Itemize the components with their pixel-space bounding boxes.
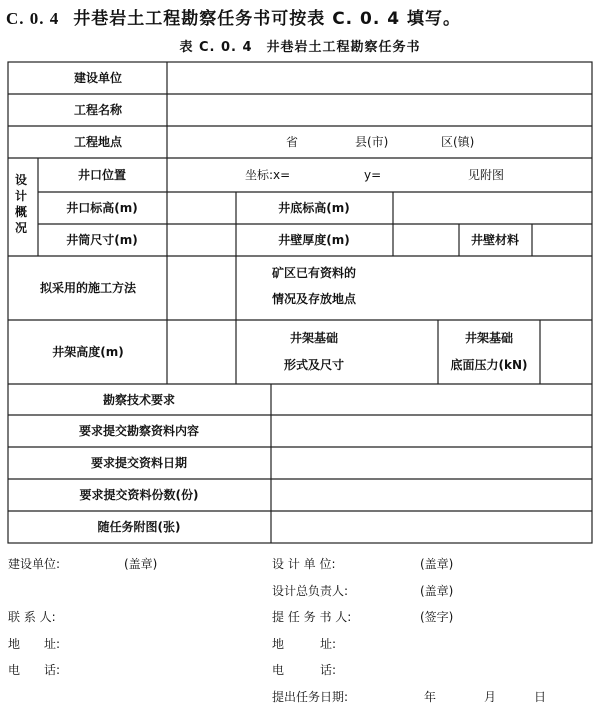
label-required-date: 要求提交资料日期 — [90, 456, 188, 470]
location-county: 县(市) — [355, 135, 389, 149]
table-title: 井巷岩土工程勘察任务书 — [266, 40, 421, 55]
see-attached: 见附图 — [468, 168, 505, 182]
label-tech-requirements: 勘察技术要求 — [102, 393, 176, 407]
label-collar-elevation: 井口标高(m) — [66, 201, 138, 215]
location-province: 省 — [286, 135, 299, 149]
label-headframe-height: 井架高度(m) — [52, 345, 124, 359]
label-wall-thickness: 井壁厚度(m) — [278, 233, 350, 247]
label-project-location: 工程地点 — [73, 135, 123, 149]
sig-issuer-sign: (签字) — [420, 610, 454, 624]
sig-month: 月 — [484, 690, 497, 704]
sig-issuer: 提 任 务 书 人: — [272, 610, 352, 624]
sig-phone-left: 电 话: — [8, 663, 61, 677]
sig-design-unit: 设 计 单 位: — [272, 557, 336, 571]
label-required-content: 要求提交勘察资料内容 — [78, 424, 200, 438]
section-number: C. 0. 4 — [6, 9, 60, 28]
label-foundation-pressure-1: 井架基础 — [464, 331, 514, 345]
label-design-overview: 设计概况 — [14, 173, 27, 235]
sig-address-left: 地 址: — [8, 637, 61, 651]
sig-year: 年 — [424, 690, 437, 704]
sig-design-chief: 设计总负责人: — [272, 584, 349, 598]
label-shaft-position: 井口位置 — [77, 168, 127, 182]
label-construction-method: 拟采用的施工方法 — [39, 281, 137, 295]
sig-contact: 联 系 人: — [8, 610, 56, 624]
label-foundation-form-2: 形式及尺寸 — [283, 358, 345, 372]
label-required-copies: 要求提交资料份数(份) — [79, 488, 199, 502]
sig-chief-seal: (盖章) — [420, 584, 454, 598]
sig-construction-unit: 建设单位: — [8, 557, 61, 571]
sig-address-right: 地 址: — [272, 637, 337, 651]
label-wall-material: 井壁材料 — [470, 233, 520, 247]
sig-issue-date: 提出任务日期: — [272, 690, 349, 704]
coord-x: 坐标:x= — [245, 168, 291, 182]
coord-y: y= — [364, 168, 382, 182]
sig-construction-seal: (盖章) — [124, 557, 158, 571]
label-attached-drawings: 随任务附图(张) — [97, 520, 181, 534]
section-text: 井巷岩土工程勘察任务书可按表 C. 0. 4 填写。 — [73, 9, 462, 29]
table-number: 表 C. 0. 4 — [179, 40, 253, 55]
label-construction-unit: 建设单位 — [73, 71, 123, 85]
sig-design-seal: (盖章) — [420, 557, 454, 571]
label-project-name: 工程名称 — [73, 103, 123, 117]
label-bottom-elevation: 井底标高(m) — [278, 201, 350, 215]
label-existing-data-1: 矿区已有资料的 — [271, 266, 357, 280]
label-foundation-form-1: 井架基础 — [289, 331, 339, 345]
label-foundation-pressure-2: 底面压力(kN) — [450, 358, 528, 372]
location-district: 区(镇) — [441, 135, 475, 149]
sig-phone-right: 电 话: — [272, 663, 337, 677]
sig-day: 日 — [534, 690, 547, 704]
label-existing-data-2: 情况及存放地点 — [271, 292, 357, 306]
label-shaft-size: 井筒尺寸(m) — [66, 233, 138, 247]
